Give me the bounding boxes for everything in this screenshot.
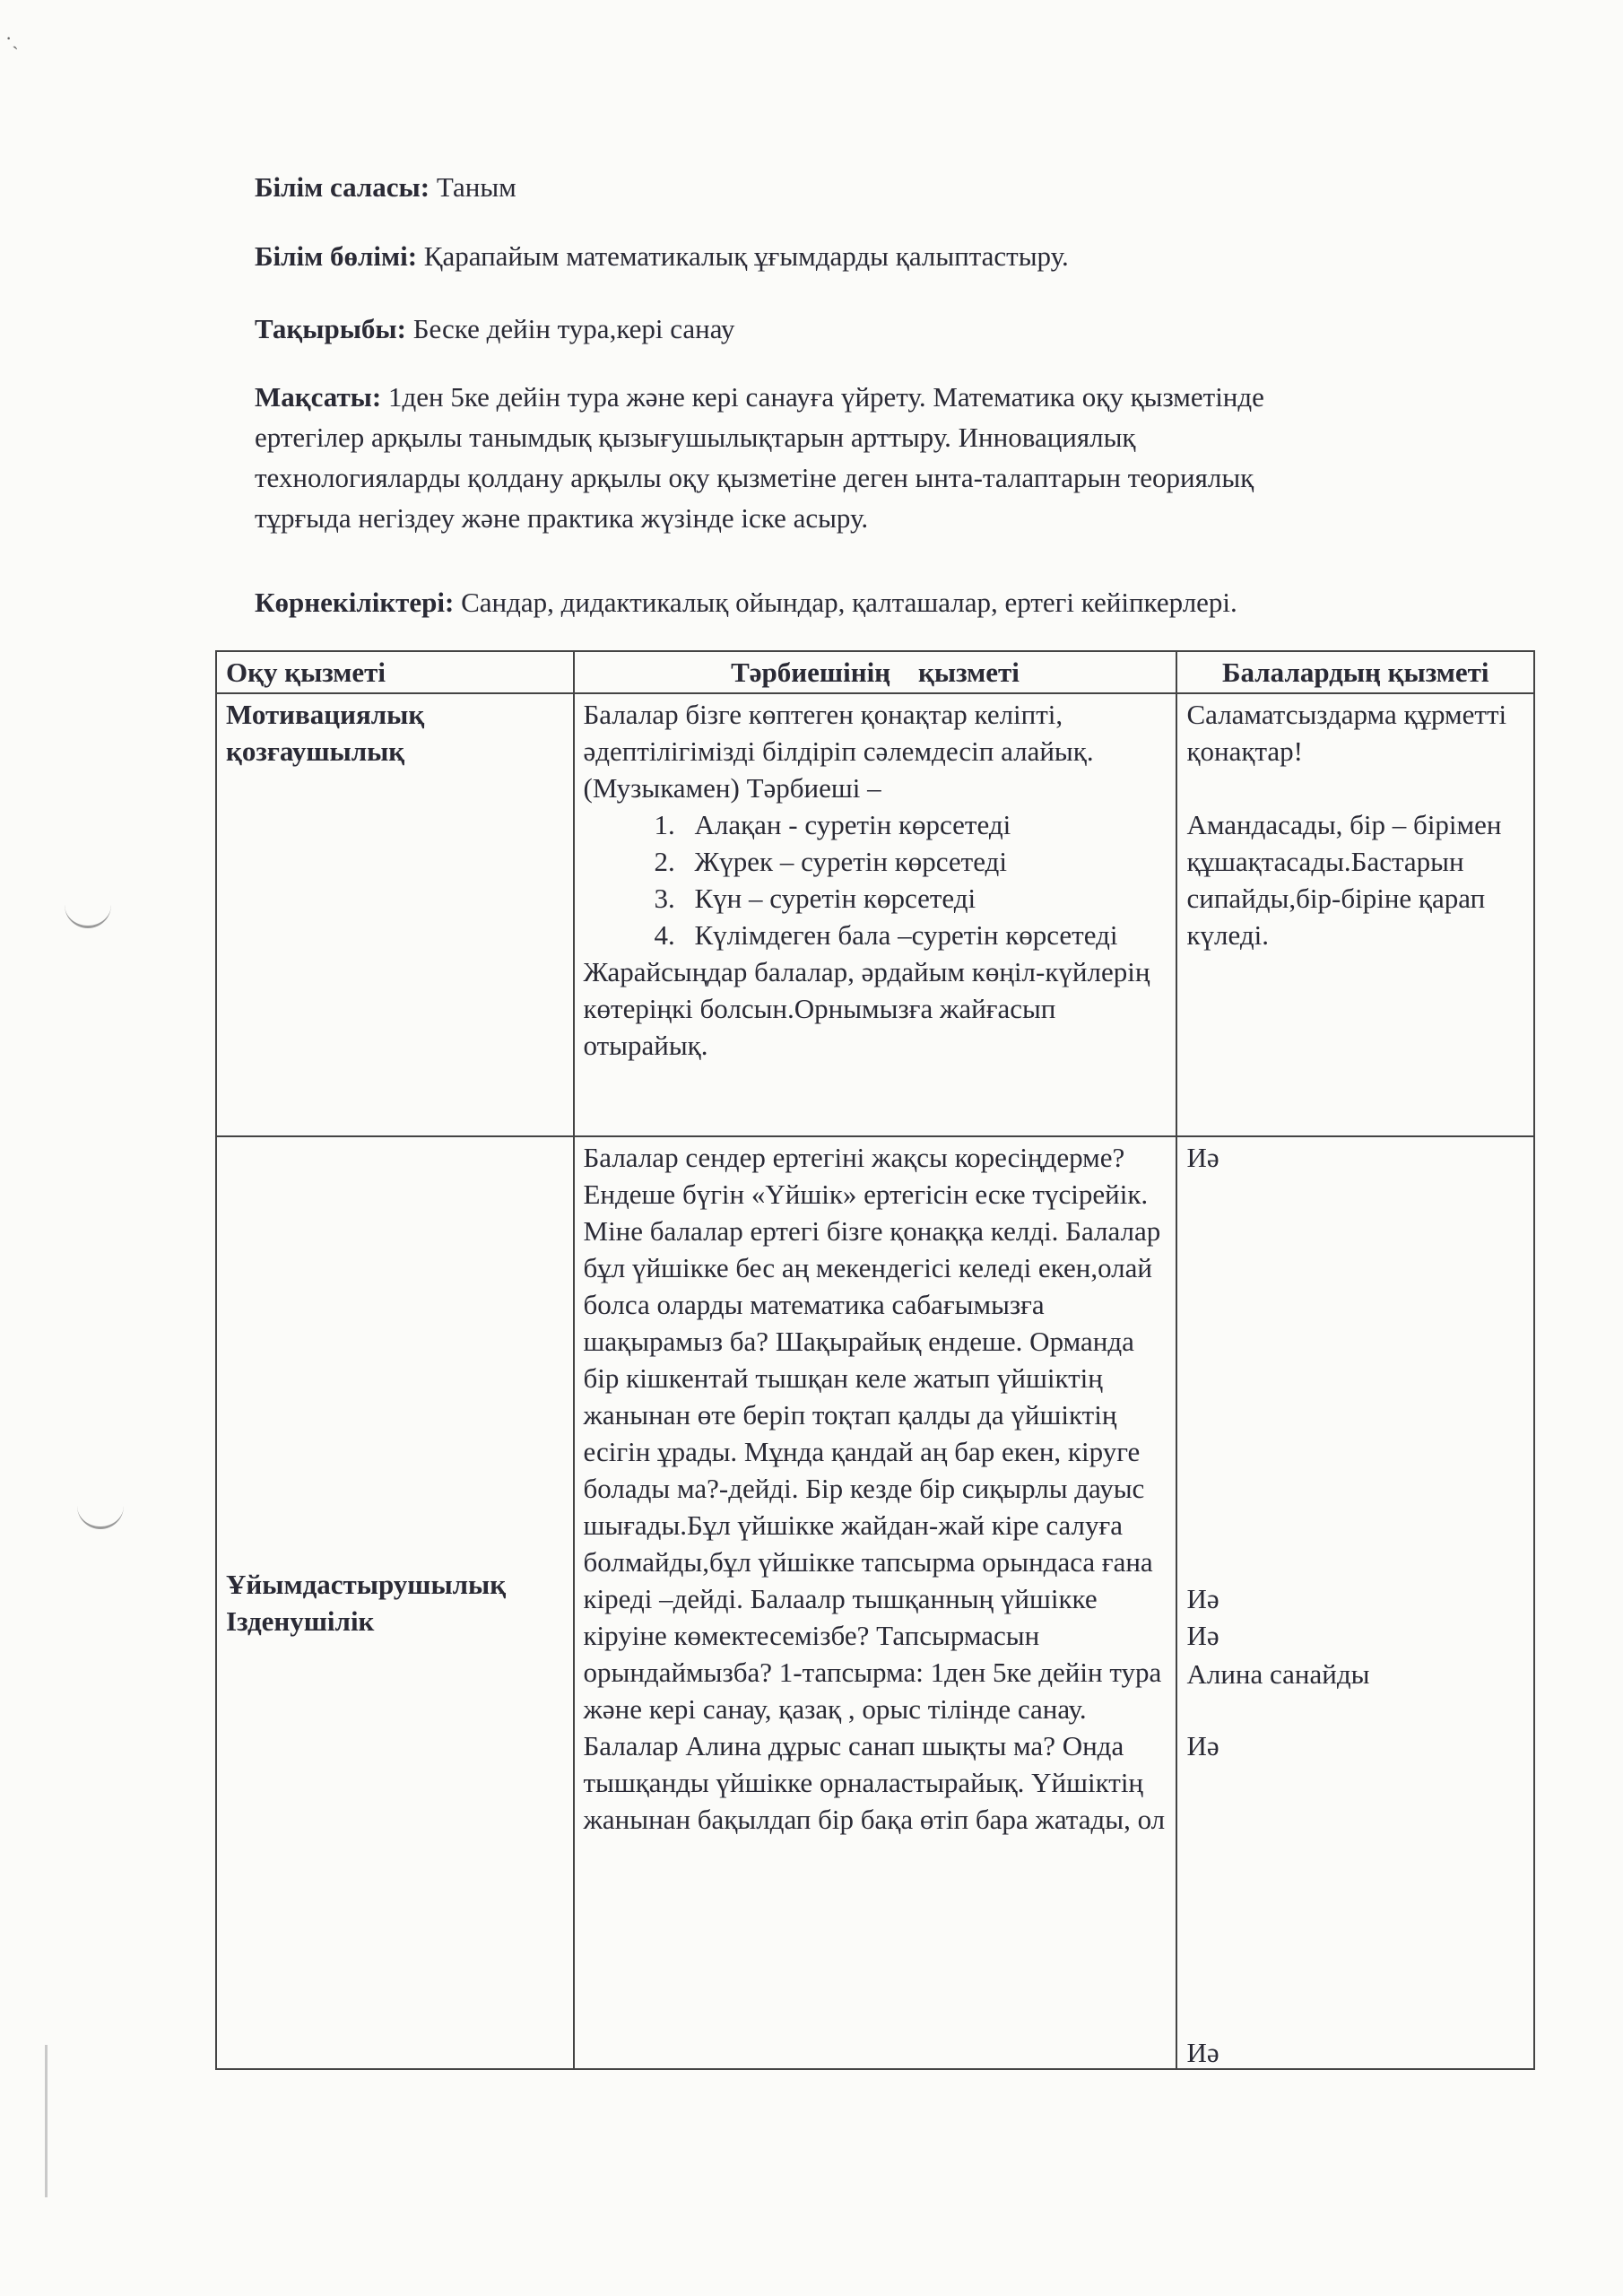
table-row (216, 1136, 1534, 2069)
teacher-steps-list (584, 806, 1167, 953)
education-area-line (255, 166, 1510, 209)
visuals-label: Көрнекіліктері: (255, 587, 455, 618)
goal-line: 1ден 5ке дейін тура және кері санауға үйрету. Математика оқу қызметінде (387, 381, 1264, 413)
teacher-intro: Балалар бізге көптеген қонақтар келіпті, әдептілігімізді білдіріп сәлемдесіп алайық. (Музыкамен) Тәрбиеші – (583, 699, 1094, 804)
stage-organizing: Ұйымдастырушылық Ізденушілік (226, 1569, 507, 1637)
topic-value: Беске дейін тура,кері санау (412, 313, 735, 344)
scan-edge-line (45, 2045, 48, 2197)
topic-label: Тақырыбы: (255, 313, 406, 344)
topic-line (255, 308, 1510, 351)
punch-hole-mark (77, 1489, 124, 1529)
header-activity: Оқу қызметі (226, 657, 386, 688)
education-section-label: Білім бөлімі: (255, 240, 418, 272)
goal-block (255, 377, 1510, 538)
children-cell (1176, 693, 1534, 1136)
children-response: Иә (1186, 1620, 1219, 1651)
stage-cell (216, 1136, 574, 2069)
header-children: Балалардың қызметі (1222, 657, 1489, 688)
children-response: Иә (1186, 1583, 1219, 1614)
education-section-line (255, 235, 1510, 278)
table-row (216, 693, 1534, 1136)
header-teacher: Тәрбиешінің қызметі (731, 657, 1020, 688)
lesson-table (215, 650, 1535, 2070)
visuals-line (255, 581, 1510, 624)
goal-label: Мақсаты: (255, 381, 382, 413)
children-response: Иә (1186, 2037, 1219, 2068)
teacher-story-text: Балалар сендер ертегіні жақсы коресіңдерме? Ендеше бүгін «Үйшік» ертегісін еске түсірейік. Міне балалар ертегі бізге қонаққа келді. Балалар бұл үйшікке бес аң мекендегісі келеді екен,олай болса оларды математика сабағымызға шақырамыз ба? Шақырайық ендеше. Орманда бір кішкентай тышқан келе жатып үйшіктің жанынан өте беріп тоқтап қалды да үйшіктің есігін ұрады. Мұнда қандай аң бар екен, кіруге болады ма?-дейді. Бір кезде бір сиқырлы дауыс шығады.Бұл үйшікке жайдан-жай кіре салуға болмайды,бұл үйшікке тапсырма орындаса ғана кіреді –дейді. Балаалр тышқанның үйшікке кіруіне көмектесемізбе? Тапсырмасын орындаймызба? 1-тапсырма: 1ден 5ке дейін тура және кері санау, қазақ , орыс тілінде санау. Балалар Алина дұрыс санап шықты ма? Онда тышқанды үйшікке орналастырайық. Үйшіктің жанынан бақылдап бір бақа өтіп бара жатады, ол (583, 1142, 1166, 1835)
children-response: Иә (1186, 1730, 1219, 1761)
goal-line: ертегілер арқылы танымдық қызығушылықтарын арттыру. Инновациялық (255, 422, 1136, 453)
header-cell-children (1176, 651, 1534, 693)
stage-motivation: Мотивациялық қозғаушылық (226, 699, 425, 767)
teacher-cell (574, 693, 1177, 1136)
table-header-row (216, 651, 1534, 693)
teacher-step: 1. Алақан - суретін көрсетеді (682, 806, 1167, 843)
education-area-label: Білім саласы: (255, 171, 430, 203)
stage-cell (216, 693, 574, 1136)
teacher-outro: Жарайсыңдар балалар, әрдайым көңіл-күйлерің көтеріңкі болсын.Орнымызға жайғасып отырайық. (583, 956, 1150, 1061)
teacher-step: 4. Күлімдеген бала –суретін көрсетеді (682, 917, 1167, 953)
header-cell-teacher (574, 651, 1177, 693)
goal-line: технологияларды қолдану арқылы оқу қызметіне деген ынта-талаптарын теориялық (255, 462, 1254, 493)
children-action: Амандасады, бір – бірімен құшақтасады.Бастарын сипайды,бір-біріне қарап күледі. (1186, 809, 1502, 951)
teacher-step: 3. Күн – суретін көрсетеді (682, 880, 1167, 917)
punch-hole-mark (65, 888, 111, 928)
education-section-value: Қарапайым математикалық ұғымдарды қалыптастыру. (423, 240, 1069, 272)
education-area-value: Таным (436, 171, 516, 203)
scan-speck: ·ˏ (5, 27, 19, 49)
goal-line: тұрғыда негіздеу және практика жүзінде іске асыру. (255, 502, 869, 534)
children-response: Иә (1186, 1142, 1219, 1173)
children-cell (1176, 1136, 1534, 2069)
header-cell-activity (216, 651, 574, 693)
teacher-cell (574, 1136, 1177, 2069)
children-greeting: Саламатсыздарма құрметті қонақтар! (1186, 699, 1507, 767)
children-response: Алина санайды (1186, 1658, 1370, 1690)
visuals-value: Сандар, дидактикалық ойындар, қалташалар, ертегі кейіпкерлері. (461, 587, 1237, 618)
teacher-step: 2. Жүрек – суретін көрсетеді (682, 843, 1167, 880)
